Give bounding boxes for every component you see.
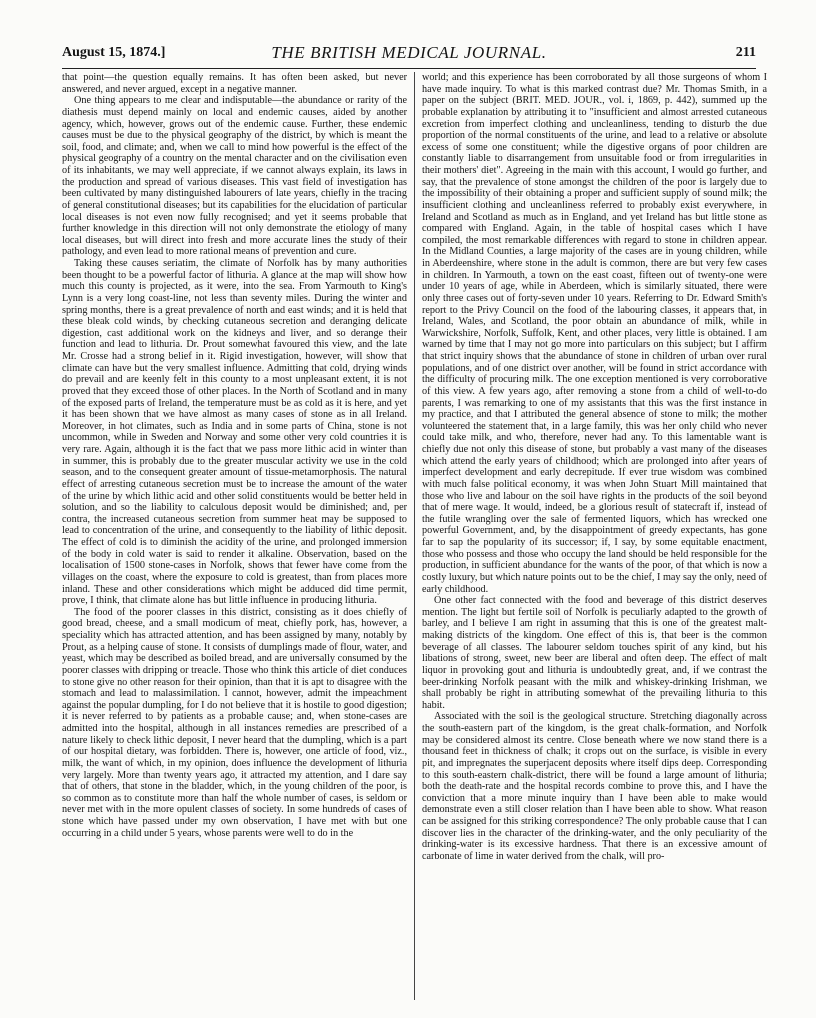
right-column — [422, 72, 767, 1000]
issue-date: August 15, 1874.] — [62, 45, 166, 60]
journal-title: THE BRITISH MEDICAL JOURNAL. — [271, 43, 547, 62]
paragraph: world; and this experience has been corroborated by all those surgeons of whom I have made inquiry. To what is this marked contrast due? Mr. Thomas Smith, in a paper on the subject (BRIT. MED. JOUR., vol. i, 1869, p. 442), summed up the probable explanation by attributing it to "insufficient and almost arrested cutaneous excretion from imperfect clothing and uncleanliness, tending to disturb the due proportion of the normal constituents of the urine, and lead to a relative or absolute excess of some one constituent; while the digestive organs of poor children are constantly liable to disarrangement from unsuitable food or from irregularities in their mothers' diet". Agreeing in the main with this account, I would go further, and say, that the prevalence of stone amongst the children of the poor is largely due to the impossibility of their obtaining a proper and sufficient supply of sound milk; the insufficient clothing and uncleanliness referred to probably exist everywhere, in Ireland and Scotland as much as in England, and yet Ireland has but little stone as compared with England. Again, in the table of hospital cases which I have compiled, the most remarkable differences with regard to stone in children appear. In the Midland Counties, a large majority of the cases are in young children, while in Aberdeenshire, where stone in the adult is common, there are but very few cases in children. In Yarmouth, a town on the east coast, fifteen out of twenty-one were under 10 years of age, while in Aberdeen, which is similarly situated, there were only three cases out of forty-seven under 10 years. Referring to Dr. Edward Smith's report to the Privy Council on the food of the labouring classes, it appears that, in Ireland, Wales, and Scotland, the poor obtain an abundance of milk, while in Warwickshire, Norfolk, Suffolk, Kent, and other places, very little is obtained. I am warned by time that I may not go more into particulars on this subject; but I affirm that strict inquiry shows that the abundance of stone in children of urban over rural populations, and of one district over another, will be found in strict accordance with the difficulty of procuring milk. The one exception mentioned is very corroborative of this view. A few years ago, after removing a stone from a child of well-to-do parents, I was remarking to one of my assistants that this was the first instance in my practice, and that I attributed the general absence of stone to milk; the mother volunteered the statement that, in a large family, this was her only child who never could take milk, and who, therefore, never had any. To this lamentable want is chiefly due not only this disease of stone, but probably a vast many of the diseases which attend the early years of childhood; which are prolonged into after years of imperfect development and early decrepitude. If ever true wisdom was combined with much false political economy, it was when John Stuart Mill maintained that those who live and labour on the soil have rights in the products of the soil beyond that of mere wage. It would, indeed, be a glorious result of statecraft if, instead of the futile wrangling over the sale of fermented liquors, which has wrecked one powerful Government, and, by the disappointment of greedy expectants, has gone far to sap the popularity of its successor; if, I say, by some equitable enactment, those who possess and those who occupy the land should be held responsible for the production, in sufficient abundance for the wants of the poor, of that which is now a costly luxury, but which nature points out to be the chief, I may say the only, need of early childhood. — [422, 72, 767, 595]
left-column — [62, 72, 407, 1000]
paragraph: Associated with the soil is the geological structure. Stretching diagonally across the south-eastern part of the kingdom, is the great chalk-formation, and Norfolk may be considered almost its centre. Close beneath where we now stand there is a thousand feet in thickness of chalk; it crops out on the surface, is visible in every pit, and impregnates the superjacent deposits where itself dips deep. Corresponding to this south-eastern chalk-district, there will be found a large amount of lithuria; both the death-rate and the hospital records combine to prove this, and I have the conviction that a more minute inquiry than I have been able to make would demonstrate even a still closer relation than I have been able to show. What reason can be assigned for this striking correspondence? The only probable cause that I can discover lies in the character of the drinking-water, and the only peculiarity of the drinking-water is its excessive hardness. That there is an excessive amount of carbonate of lime in water derived from the chalk, will pro- — [422, 711, 767, 862]
page-header — [62, 43, 756, 67]
paragraph: Taking these causes seriatim, the climate of Norfolk has by many authorities been thought to be a powerful factor of lithuria. A glance at the map will show how much this county is projected, as it were, into the sea. From Yarmouth to King's Lynn is a very long coast-line, not less than seventy miles. During the winter and spring months, there is a great prevalence of north and east winds; and it is held that these bleak cold winds, by checking cutaneous secretion and deranging delicate digestion, cast additional work on the kidneys and liver, and so derange their function and lead to lithuria. Dr. Prout somewhat favoured this view, and the late Mr. Crosse had a strong belief in it. Rigid investigation, however, will show that climate can have but the very smallest influence. Admitting that cold, drying winds do prevail and are keenly felt in this county to a most unpleasant extent, it is not proved that they exceed those of other places. In the North of Scotland and in many of the exposed parts of Ireland, the temperature must be as cold as it is here, and yet it has been shown that we have almost as many cases of stone as in all Ireland. Moreover, in hot climates, such as India and in some parts of China, stone is not uncommon, while in Sweden and Norway and some other very cold countries it is very rare. Again, although it is the fact that we pass more lithic acid in winter than in summer, this is probably due to the greater muscular activity we use in the cold season, and to the consequent greater amount of tissue-metamorphosis. The natural effect of arresting cutaneous secretion must be to increase the amount of the water of the urine by which lithic acid and other solid constituents would be better held in solution, and so the liability to calculous deposit would be diminished; and, per contra, the increased cutaneous secretion from summer heat may be supposed to lead to concentration of the urine, and consequently to the liability of lithic deposit. The effect of cold is to diminish the acidity of the urine, and prolonged immersion of the body in cold water is said to render it alkaline. Observation, based on the localisation of 1500 stone-cases in Norfolk, shows that fewer have come from the villages on the coast, where the exposure to cold is greatest, than from places more inland. These and other considerations which might be adduced did time permit, prove, I think, that climate alone has but little influence in producing lithuria. — [62, 258, 407, 607]
page-number: 211 — [735, 45, 756, 60]
paragraph: that point—the question equally remains. It has often been asked, but never answered, and never argued, except in a negative manner. — [62, 72, 407, 95]
paragraph: One thing appears to me clear and indisputable—the abundance or rarity of the diathesis must depend mainly on local and endemic causes, aided by another agency, which, however, grows out of the endemic cause. Further, these endemic causes must be due to the physical geography of the district, by which is meant the soil, food, and climate; and, when we call to mind how powerful is the effect of the physical geography of a country on the mental character and on the civilisation even of its inhabitants, we may well appreciate, if we cannot always explain, its laws in the production and spread of various diseases. This vast field of investigation has been cultivated by many distinguished labourers of late years, chiefly in the tracing of general constitutional diseases; but its capabilities for the elucidation of particular local diseases is not even now fully recognised; and yet it seems probable that further knowledge in this direction will not only demonstrate the etiology of many local diseases, but will direct into fresh and more accurate lines the study of their pathology, and even lead to more rational means of prevention and cure. — [62, 95, 407, 258]
column-divider — [414, 72, 415, 1000]
header-rule — [62, 68, 756, 69]
paragraph: One other fact connected with the food and beverage of this district deserves mention. The light but fertile soil of Norfolk is peculiarly adapted to the growth of barley, and I believe I am right in assuming that this is one of the greatest malt-making districts of the kingdom. One effect of this is, that beer is the common beverage of all classes. The labourer seldom touches spirit of any kind, but his libations of strong, sweet, new beer are liberal and often deep. The effect of malt liquor in provoking gout and lithuria is undoubtedly great, and, if we contrast the beer-drinking Norfolk peasant with the milk and whiskey-drinking Irishman, we shall probably be right in attributing somewhat of the prevailing lithuria to this habit. — [422, 595, 767, 711]
paragraph: The food of the poorer classes in this district, consisting as it does chiefly of good bread, cheese, and a small modicum of meat, chiefly pork, has, however, a speciality which has attracted attention, and has been assigned by many, notably by Prout, as a helping cause of stone. It consists of dumplings made of flour, water, and yeast, which may be described as boiled bread, and are universally consumed by the poorer classes with dripping or treacle. Those who think this article of diet conduces to stone give no other reason for their opinion, than that it is apt to disagree with the stomach and lead to malassimilation. I cannot, however, admit the impeachment against the popular dumpling, for I do not believe that it is hostile to good digestion; it is never referred to by patients as a probable cause; and, when stone-cases are admitted into the hospital, although in all instances remedies are prescribed of a nature likely to check lithic deposit, I never heard that the dumpling, which is a part of our hospital dietary, was forbidden. There is, however, one article of food, viz., milk, the want of which, in my opinion, does influence the development of lithuria very largely. More than twenty years ago, it attracted my attention, and I dare say that of others, that stone in the bladder, which, in the young children of the poor, is so common as to constitute more than half the whole number of cases, is seldom or never met with in the more opulent classes of society. In some hundreds of cases of stone which have passed under my own observation, I have met with but one occurring in a child under 5 years, whose parents were well to do in the — [62, 606, 407, 839]
